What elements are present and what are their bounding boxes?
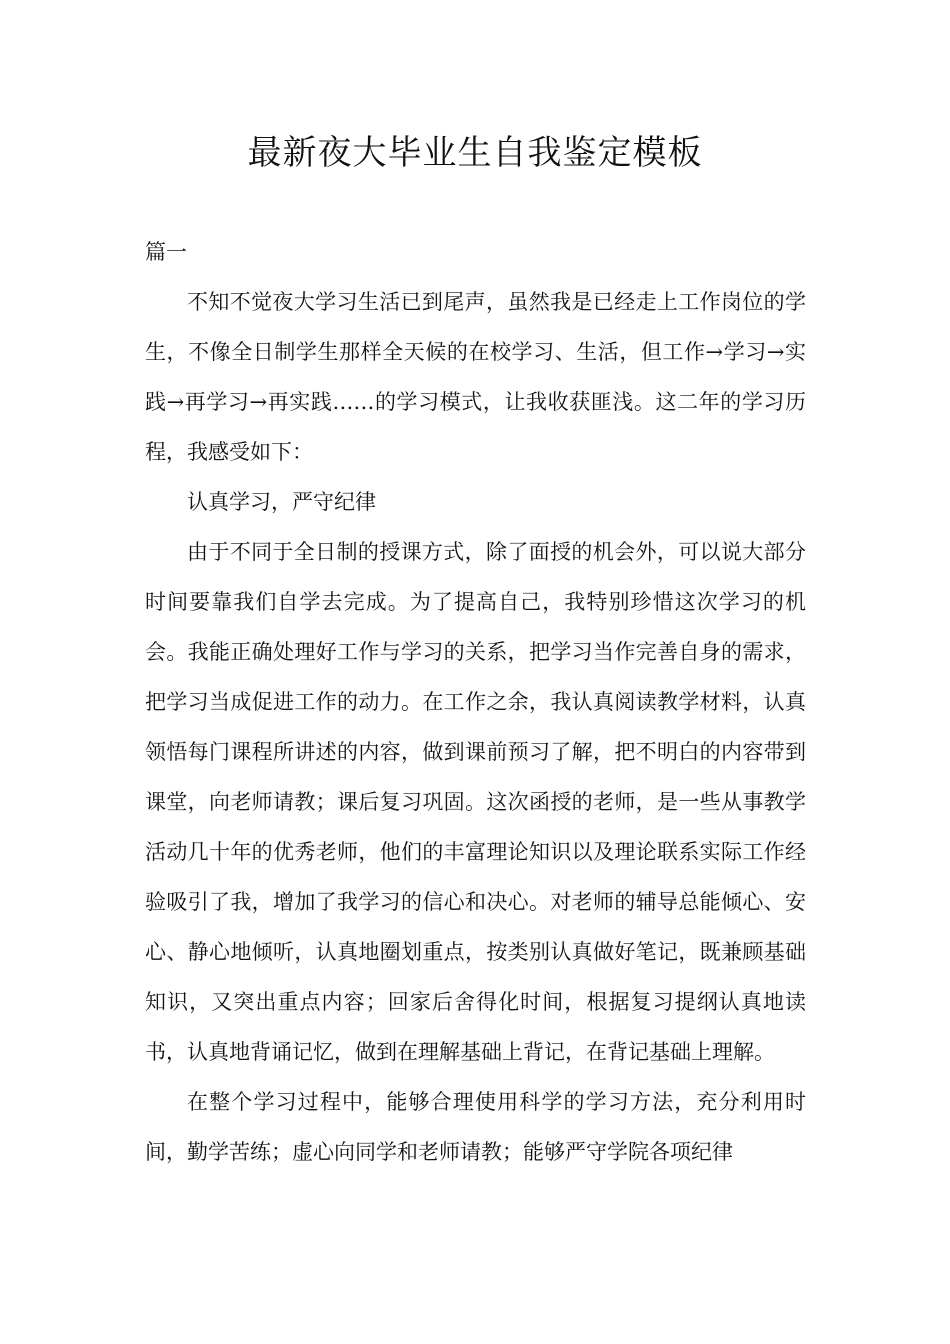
paragraph-intro: 不知不觉夜大学习生活已到尾声，虽然我是已经走上工作岗位的学生，不像全日制学生那样全天候的在校学习、生活，但工作→学习→实践→再学习→再实践……的学习模式，让我收获匪浅。这二年的学习历程，我感受如下：: [145, 290, 806, 464]
document-title: 最新夜大毕业生自我鉴定模板: [247, 133, 703, 173]
document-body: [145, 227, 806, 1177]
paragraph-study: 由于不同于全日制的授课方式，除了面授的机会外，可以说大部分时间要靠我们自学去完成。为了提高自己，我特别珍惜这次学习的机会。我能正确处理好工作与学习的关系，把学习当作完善自身的需求，把学习当成促进工作的动力。在工作之余，我认真阅读教学材料，认真领悟每门课程所讲述的内容，做到课前预习了解，把不明白的内容带到课堂，向老师请教；课后复习巩固。这次函授的老师，是一些从事教学活动几十年的优秀老师，他们的丰富理论知识以及理论联系实际工作经验吸引了我，增加了我学习的信心和决心。对老师的辅导总能倾心、安心、静心地倾听，认真地圈划重点，按类别认真做好笔记，既兼顾基础知识，又突出重点内容；回家后舍得化时间，根据复习提纲认真地读书，认真地背诵记忆，做到在理解基础上背记，在背记基础上理解。: [145, 540, 806, 1064]
section-heading: 认真学习，严守纪律: [187, 490, 376, 514]
section-label: 篇一: [145, 240, 187, 264]
paragraph-method: 在整个学习过程中，能够合理使用科学的学习方法，充分利用时间，勤学苦练；虚心向同学和老师请教；能够严守学院各项纪律: [145, 1090, 806, 1164]
